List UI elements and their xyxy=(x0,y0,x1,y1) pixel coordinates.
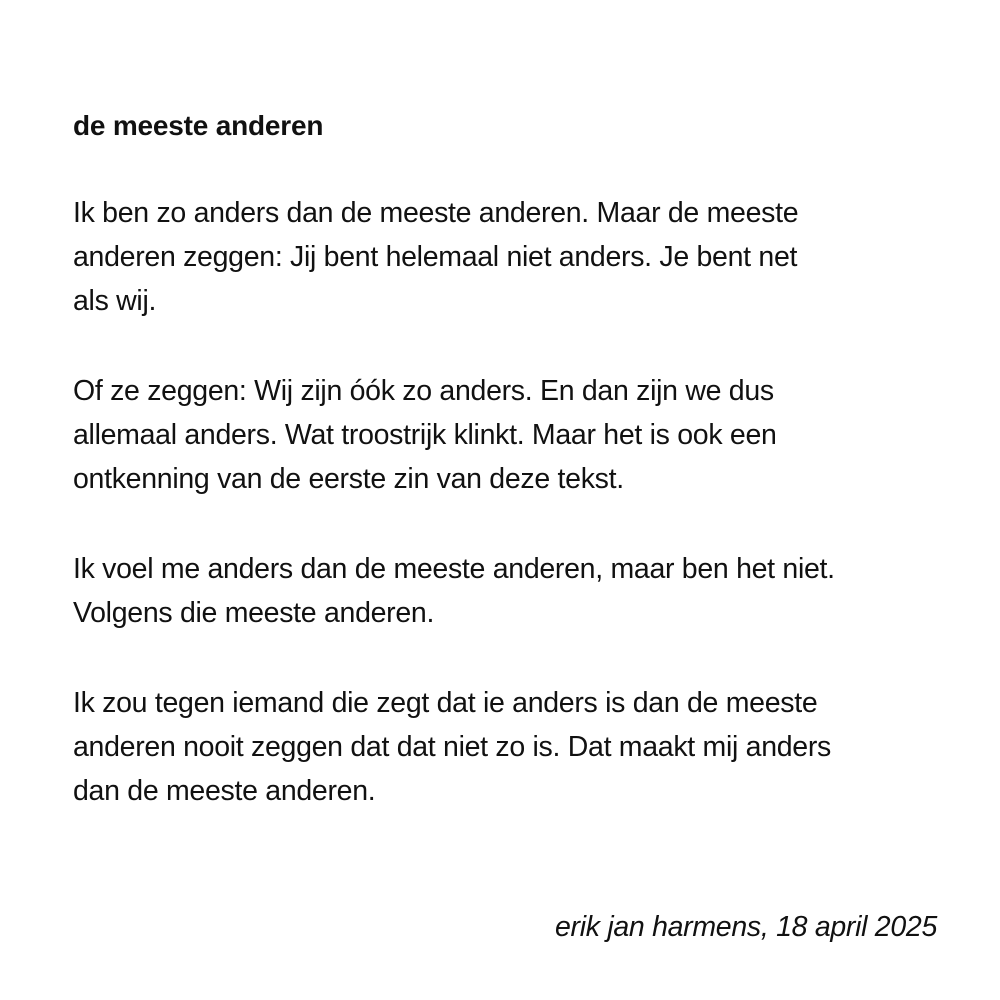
paragraph-1-line-1: Ik ben zo anders dan de meeste anderen. Maar de meeste xyxy=(73,197,799,229)
paragraph-3-line-1: Ik voel me anders dan de meeste anderen, maar ben het niet. xyxy=(73,553,835,585)
poem-title: de meeste anderen xyxy=(73,110,324,141)
paragraph-2-line-1: Of ze zeggen: Wij zijn óók zo anders. En dan zijn we dus xyxy=(73,375,774,407)
paragraph-2 xyxy=(73,369,777,501)
paragraph-1-line-3: als wij. xyxy=(73,285,157,317)
paragraph-1-line-2: anderen zeggen: Jij bent helemaal niet anders. Je bent net xyxy=(73,241,798,273)
paragraph-3 xyxy=(73,547,835,635)
paragraph-4 xyxy=(73,681,831,813)
paragraph-2-line-3: ontkenning van de eerste zin van deze tekst. xyxy=(73,463,624,495)
paragraph-3-line-2: Volgens die meeste anderen. xyxy=(73,597,435,629)
author-signature: erik jan harmens, 18 april 2025 xyxy=(554,911,937,943)
paragraph-4-line-3: dan de meeste anderen. xyxy=(73,775,376,807)
paragraph-2-line-2: allemaal anders. Wat troostrijk klinkt. Maar het is ook een xyxy=(73,419,777,451)
paragraph-4-line-2: anderen nooit zeggen dat dat niet zo is. Dat maakt mij anders xyxy=(73,731,831,763)
paragraph-4-line-1: Ik zou tegen iemand die zegt dat ie anders is dan de meeste xyxy=(73,687,818,719)
paragraph-1 xyxy=(73,191,798,323)
